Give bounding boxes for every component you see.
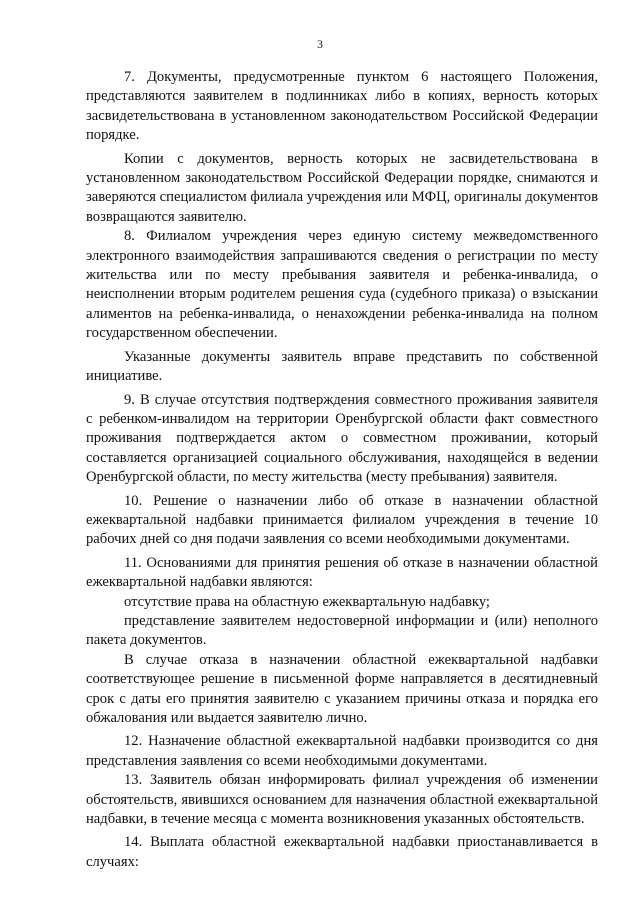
paragraph-7: 7. Документы, предусмотренные пунктом 6 настоящего Положения, представляются заявителем в подлинниках либо в копиях, верность которых засвидетельствована в установленном законодательством Российской Федерации порядке. [86, 69, 598, 144]
paragraph-copies: Копии с документов, верность которых не засвидетельствована в установленном законодательством Российской Федерации порядке, снимаются и заверяются специалистом филиала учреждения или МФЦ, оригиналы документов возвращаются заявителю. [86, 150, 598, 225]
paragraph-9: 9. В случае отсутствия подтверждения совместного проживания заявителя с ребенком-инвалидом на территории Оренбургской области факт совместного проживания подтверждается актом о совместном проживании, который составляется организацией социального обслуживания, находящейся в ведении Оренбургской области, по месту жительства (месту пребывания) заявителя. [86, 391, 598, 486]
paragraph-10: 10. Решение о назначении либо об отказе в назначении областной ежеквартальной надбавки принимается филиалом учреждения в течение 10 рабочих дней со дня подачи заявления со всеми необходимыми документами. [86, 492, 598, 548]
paragraph-14: 14. Выплата областной ежеквартальной надбавки приостанавливается в случаях: [86, 834, 598, 870]
paragraph-11-item-2: представление заявителем недостоверной информации и (или) неполного пакета документов. [86, 612, 598, 649]
page-number: 3 [317, 37, 323, 51]
paragraph-8: 8. Филиалом учреждения через единую систему межведомственного электронного взаимодействия запрашиваются сведения о регистрации по месту жительства или по месту пребывания заявителя и ребенка-инвалида, о неисполнении вторым родителем решения суда (судебного приказа) о взыскании алиментов на ребенка-инвалида, о ненахождении ребенка-инвалида на полном государственном обеспечении. [86, 228, 598, 342]
paragraph-11-item-1: отсутствие права на областную ежеквартальную надбавку; [124, 593, 490, 610]
document-body [86, 68, 598, 872]
paragraph-own-initiative: Указанные документы заявитель вправе представить по собственной инициативе. [86, 348, 598, 385]
paragraph-13: 13. Заявитель обязан информировать филиал учреждения об изменении обстоятельств, явившихся основанием для назначения областной ежеквартальной надбавки, в течение месяца с момента возникновения указанных обстоятельств. [86, 772, 598, 828]
paragraph-refusal: В случае отказа в назначении областной ежеквартальной надбавки соответствующее решение в письменной форме направляется в десятидневный срок с даты его принятия заявителю с указанием причины отказа и порядка его обжалования или выдается заявителю лично. [86, 651, 598, 726]
paragraph-12: 12. Назначение областной ежеквартальной надбавки производится со дня представления заявления со всеми необходимыми документами. [86, 733, 598, 769]
paragraph-11: 11. Основаниями для принятия решения об отказе в назначении областной ежеквартальной надбавки являются: [86, 554, 598, 591]
